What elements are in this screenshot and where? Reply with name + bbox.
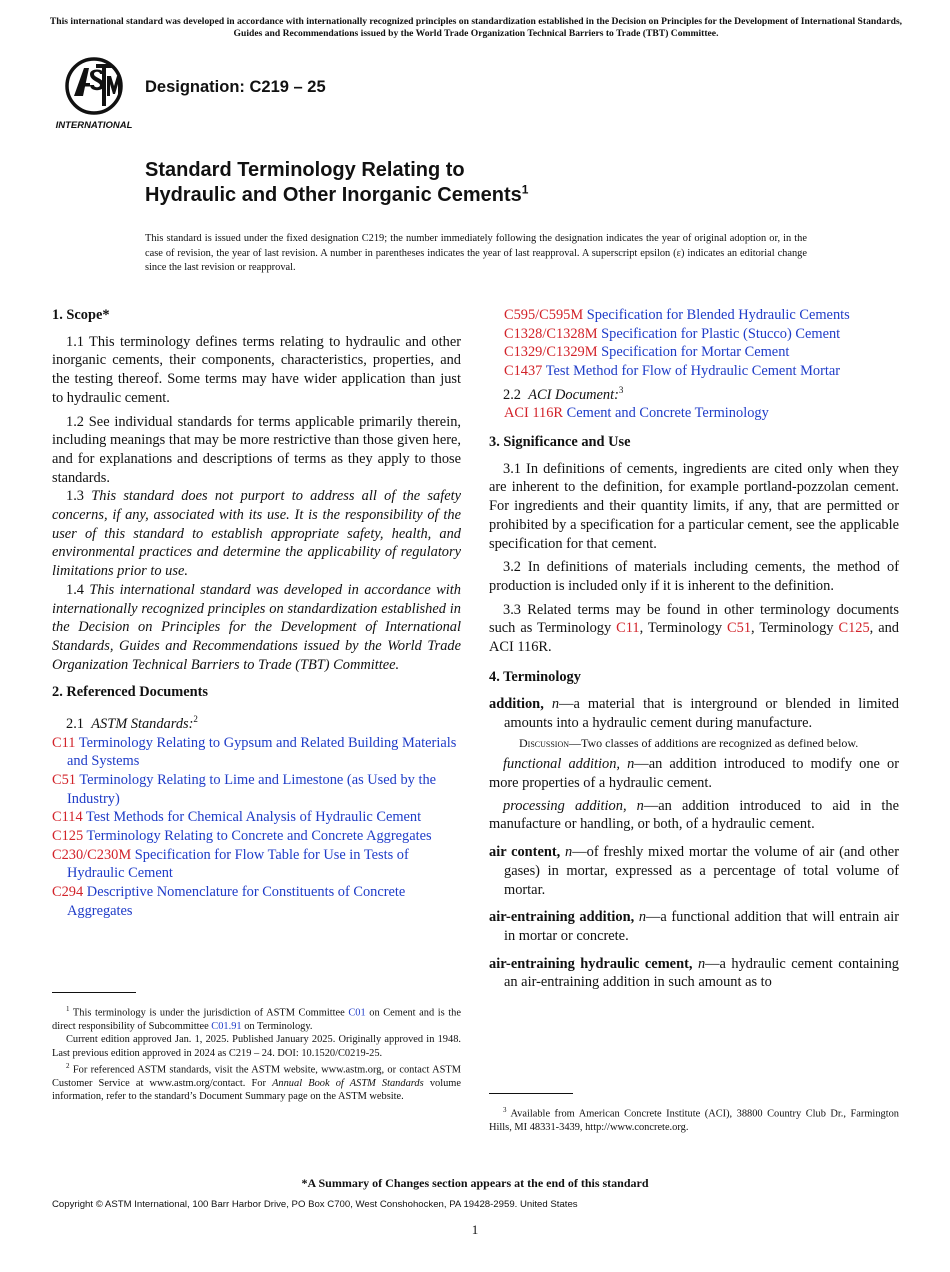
- astm-logo: [52, 56, 136, 132]
- footnote-1-edition: Current edition approved Jan. 1, 2025. Published January 2025. Originally approved in 1948. Last previous edition approved in 2024 as C219 – 24. DOI: 10.1520/C0219-25.: [52, 1034, 461, 1059]
- ref-c51[interactable]: C51 Terminology Relating to Lime and Limestone (as Used by the Industry): [52, 771, 437, 807]
- designation: Designation: C219 – 25: [145, 78, 326, 96]
- title-footnote-mark: 1: [521, 182, 529, 197]
- term-air-entraining-hydraulic-cement: air-entraining hydraulic cement, n—a hydraulic cement containing an air-entraining addition in such amount as to: [489, 955, 899, 991]
- term-air-entraining-addition: air-entraining addition, n—a functional addition that will entrain air in mortar or concrete.: [489, 909, 900, 944]
- link-c125[interactable]: C125: [838, 620, 870, 637]
- link-c11[interactable]: C11: [616, 620, 640, 637]
- ref-c230[interactable]: C230/C230M Specification for Flow Table for Use in Tests of Hydraulic Cement: [52, 846, 409, 882]
- scope-1-2: 1.2 See individual standards for terms applicable primarily therein, including meanings that may be more restrictive than those given here, and for explanations and descriptions of terms as they apply to those standards.: [52, 413, 461, 486]
- link-c01[interactable]: C01: [348, 1007, 366, 1019]
- link-c0191[interactable]: C01.91: [211, 1020, 242, 1032]
- scope-1-4: 1.4 This international standard was developed in accordance with internationally recognized principles on standardization established in the Decision on Principles for the Development of International Standards, Guides and Recommendations issued by the World Trade Organization Technical Barriers to Trade (TBT) Committee.: [52, 581, 461, 673]
- right-column: [489, 306, 899, 992]
- term-air-content: air content, n—of freshly mixed mortar the volume of air (and other gases) in mortar, expressed as a percentage of total volume of mortar.: [489, 844, 899, 898]
- title-line-1: Standard Terminology Relating to: [145, 159, 465, 181]
- discussion-addition: Discussion—Two classes of additions are recognized as defined below.: [519, 735, 859, 750]
- aci-document-label: 2.2 ACI Document:$^3$: [503, 384, 624, 403]
- significance-3-2: 3.2 In definitions of materials including cements, the method of production is included only if it is inherent to the definition.: [489, 559, 899, 594]
- footnote-3: $^3$ Available from American Concrete Institute (ACI), 38800 Country Club Dr., Farmington Hills, MI 48331-3439, http://www.concrete.org.: [489, 1106, 899, 1133]
- title-line-2: Hydraulic and Other Inorganic Cements: [145, 184, 522, 206]
- page-title: [145, 158, 528, 208]
- logo-text: INTERNATIONAL: [55, 120, 133, 131]
- footnote-2: $^2$ For referenced ASTM standards, visit the ASTM website, www.astm.org, or contact ASTM Customer Service at www.astm.org/contact. For Annual Book of ASTM Standards volume information, refer to the standard’s Document Summary page on the ASTM website.: [52, 1062, 461, 1103]
- term-functional-addition: functional addition, n—an addition introduced to modify one or more properties of a hydraulic cement.: [489, 756, 899, 792]
- copyright: Copyright © ASTM International, 100 Barr Harbor Drive, PO Box C700, West Conshohocken, PA 19428-2959. United States: [52, 1199, 578, 1210]
- left-column: [52, 306, 461, 921]
- ref-c595[interactable]: C595/C595M Specification for Blended Hydraulic Cements: [504, 307, 850, 323]
- ref-c1329[interactable]: C1329/C1329M Specification for Mortar Cement: [504, 344, 790, 361]
- ref-aci-116r[interactable]: ACI 116R Cement and Concrete Terminology: [504, 405, 769, 422]
- section-heading-terminology: 4. Terminology: [489, 668, 581, 685]
- significance-3-3: 3.3 Related terms may be found in other terminology documents such as Terminology C11, Terminology C51, Terminology C125, and ACI 116R.: [489, 601, 900, 656]
- astm-standards-label: 2.1 ASTM Standards:$^2$: [66, 714, 198, 732]
- ref-c294[interactable]: C294 Descriptive Nomenclature for Constituents of Concrete Aggregates: [52, 884, 406, 919]
- section-heading-refdocs: 2. Referenced Documents: [52, 684, 208, 701]
- page-number: 1: [471, 1222, 479, 1237]
- term-processing-addition: processing addition, n—an addition introduced to aid in the manufacture or handling, or both, of a hydraulic cement.: [489, 797, 900, 833]
- footnote-1: $^1$ This terminology is under the jurisdiction of ASTM Committee C01 on Cement and is the direct responsibility of Subcommittee C01.91 on Terminology.: [52, 1005, 461, 1032]
- ref-c125[interactable]: C125 Terminology Relating to Concrete and Concrete Aggregates: [52, 828, 432, 845]
- intro-paragraph: This standard is issued under the fixed designation C219; the number immediately following the designation indicates the year of original adoption or, in the case of revision, the year of last revision. A number in parentheses indicates the year of last reapproval. A superscript epsilon (ε) indicates an editorial change since the last revision or reapproval.: [145, 233, 807, 274]
- scope-1-3: 1.3 This standard does not purport to address all of the safety concerns, if any, associated with its use. It is the responsibility of the user of this standard to establish appropriate safety, health, and environmental practices and determine the applicability of regulatory limitations prior to use.: [52, 488, 461, 580]
- footnotes-left: [52, 1003, 461, 1104]
- term-addition: addition, n—a material that is interground or blended in limited amounts into a hydraulic cement during manufacture.: [489, 696, 899, 732]
- top-notice: This international standard was developed in accordance with internationally recognized principles on standardization established in the Decision on Principles for the Development of International Standards, Guides and Recommendations issued by the World Trade Organization Technical Barriers to Trade (TBT) Committee.: [49, 16, 903, 39]
- footnote-rule-right: [489, 1093, 573, 1094]
- ref-c114[interactable]: C114 Test Methods for Chemical Analysis of Hydraulic Cement: [52, 809, 422, 826]
- section-heading-significance: 3. Significance and Use: [489, 434, 631, 451]
- summary-of-changes-note: *A Summary of Changes section appears at the end of this standard: [301, 1176, 649, 1190]
- footnote-rule-left: [52, 992, 136, 993]
- significance-3-1: 3.1 In definitions of cements, ingredients are cited only when they are inherent to the definition, for example portland-pozzolan cement. For ingredients and their quantity limits, if any, that are permitted or prohibited by a specification for a particular cement, see the applicable specification for that cement.: [489, 460, 899, 552]
- scope-1-1: 1.1 This terminology defines terms relating to hydraulic and other inorganic cements, their components, characteristics, properties, and the testing thereof. Some terms may have wider application than just to hydraulic cement.: [52, 333, 461, 406]
- section-heading-scope: 1. Scope*: [52, 307, 110, 323]
- ref-c1437[interactable]: C1437 Test Method for Flow of Hydraulic Cement Mortar: [504, 363, 841, 380]
- ref-c11[interactable]: C11 Terminology Relating to Gypsum and Related Building Materials and Systems: [52, 734, 457, 770]
- ref-c1328[interactable]: C1328/C1328M Specification for Plastic (Stucco) Cement: [504, 325, 841, 342]
- link-c51[interactable]: C51: [727, 620, 752, 637]
